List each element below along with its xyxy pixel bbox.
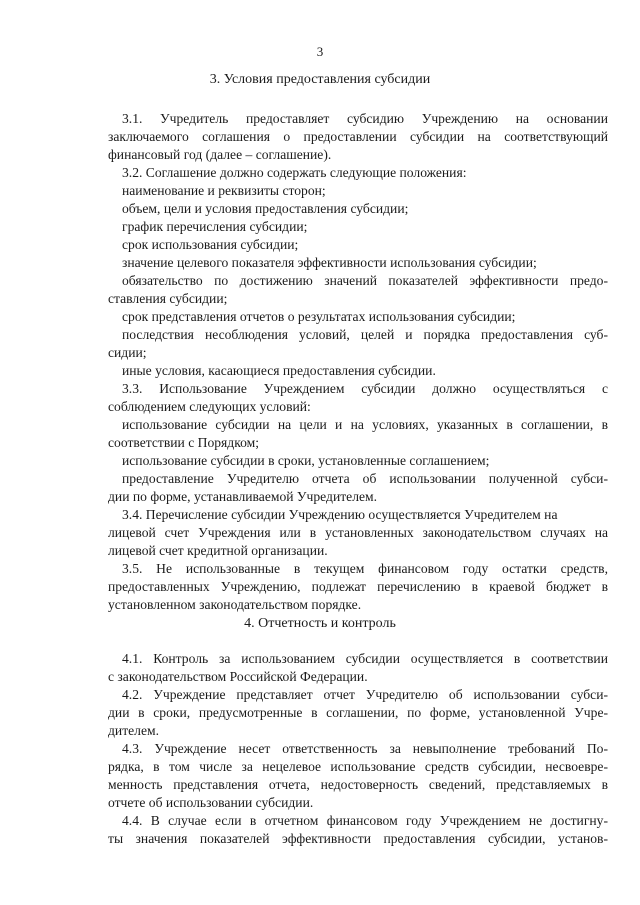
text-line: с законодательством Российской Федерации. [108, 669, 368, 684]
text-line: рядка, в том числе за нецелевое использование средств субсидии, несвоевре- [108, 759, 608, 774]
page-number: 3 [316, 44, 324, 59]
text-line: график перечисления субсидии; [122, 219, 308, 234]
text-line: срок использования субсидии; [122, 237, 299, 252]
text-line: значение целевого показателя эффективности использования субсидии; [122, 255, 537, 270]
text-line: ставления субсидии; [108, 291, 228, 306]
text-line: дителем. [108, 723, 159, 738]
text-line: 3.1. Учредитель предоставляет субсидию Учреждению на основании [122, 111, 608, 126]
text-line: наименование и реквизиты сторон; [122, 183, 326, 198]
text-line: заключаемого соглашения о предоставлении субсидии на соответствующий [108, 129, 608, 144]
text-line: 3.5. Не использованные в текущем финансовом году остатки средств, [122, 561, 608, 576]
text-line: соответствии с Порядком; [108, 435, 260, 450]
section-4-heading: 4. Отчетность и контроль [244, 616, 396, 631]
text-line: предоставление Учредителю отчета об использовании полученной субси- [122, 471, 608, 486]
text-line: дии по форме, устанавливаемой Учредителем. [108, 489, 378, 504]
text-line: 4.1. Контроль за использованием субсидии осуществляется в соответствии [122, 651, 608, 666]
text-line: иные условия, касающиеся предоставления субсидии. [122, 363, 436, 378]
text-line: сидии; [108, 345, 147, 360]
text-line: дии в сроки, предусмотренные в соглашении, по форме, установленной Учре- [108, 705, 608, 720]
text-line: лицевой счет кредитной организации. [108, 543, 328, 558]
text-line: 4.3. Учреждение несет ответственность за невыполнение требований По- [122, 741, 608, 756]
text-line: установленном законодательством порядке. [108, 597, 362, 612]
text-line: объем, цели и условия предоставления субсидии; [122, 201, 409, 216]
text-line: лицевой счет Учреждения или в установленных законодательством случаях на [108, 525, 608, 540]
text-line: 4.4. В случае если в отчетном финансовом году Учреждением не достигну- [122, 813, 608, 828]
text-line: менность представления отчета, недостоверность сведений, представляемых в [108, 777, 608, 792]
text-line: 3.2. Соглашение должно содержать следующие положения: [122, 165, 467, 180]
text-line: отчете об использовании субсидии. [108, 795, 314, 810]
text-line: срок представления отчетов о результатах использования субсидии; [122, 309, 516, 324]
text-line: ты значения показателей эффективности предоставления субсидии, установ- [108, 831, 608, 846]
text-line: предоставленных Учреждению, подлежат перечислению в краевой бюджет в [108, 579, 608, 594]
text-line: финансовый год (далее – соглашение). [108, 147, 332, 162]
text-line: 3.3. Использование Учреждением субсидии должно осуществляться с [122, 381, 608, 396]
text-line: последствия несоблюдения условий, целей и порядка предоставления суб- [122, 327, 608, 342]
text-line: соблюдением следующих условий: [108, 399, 311, 414]
text-line: обязательство по достижению значений показателей эффективности предо- [122, 273, 608, 288]
section-3-heading: 3. Условия предоставления субсидии [209, 72, 431, 87]
text-line: использование субсидии в сроки, установленные соглашением; [122, 453, 490, 468]
text-line: 4.2. Учреждение представляет отчет Учредителю об использовании субси- [122, 687, 608, 702]
text-line: использование субсидии на цели и на условиях, указанных в соглашении, в [122, 417, 608, 432]
text-line: 3.4. Перечисление субсидии Учреждению осуществляется Учредителем на [122, 507, 558, 522]
